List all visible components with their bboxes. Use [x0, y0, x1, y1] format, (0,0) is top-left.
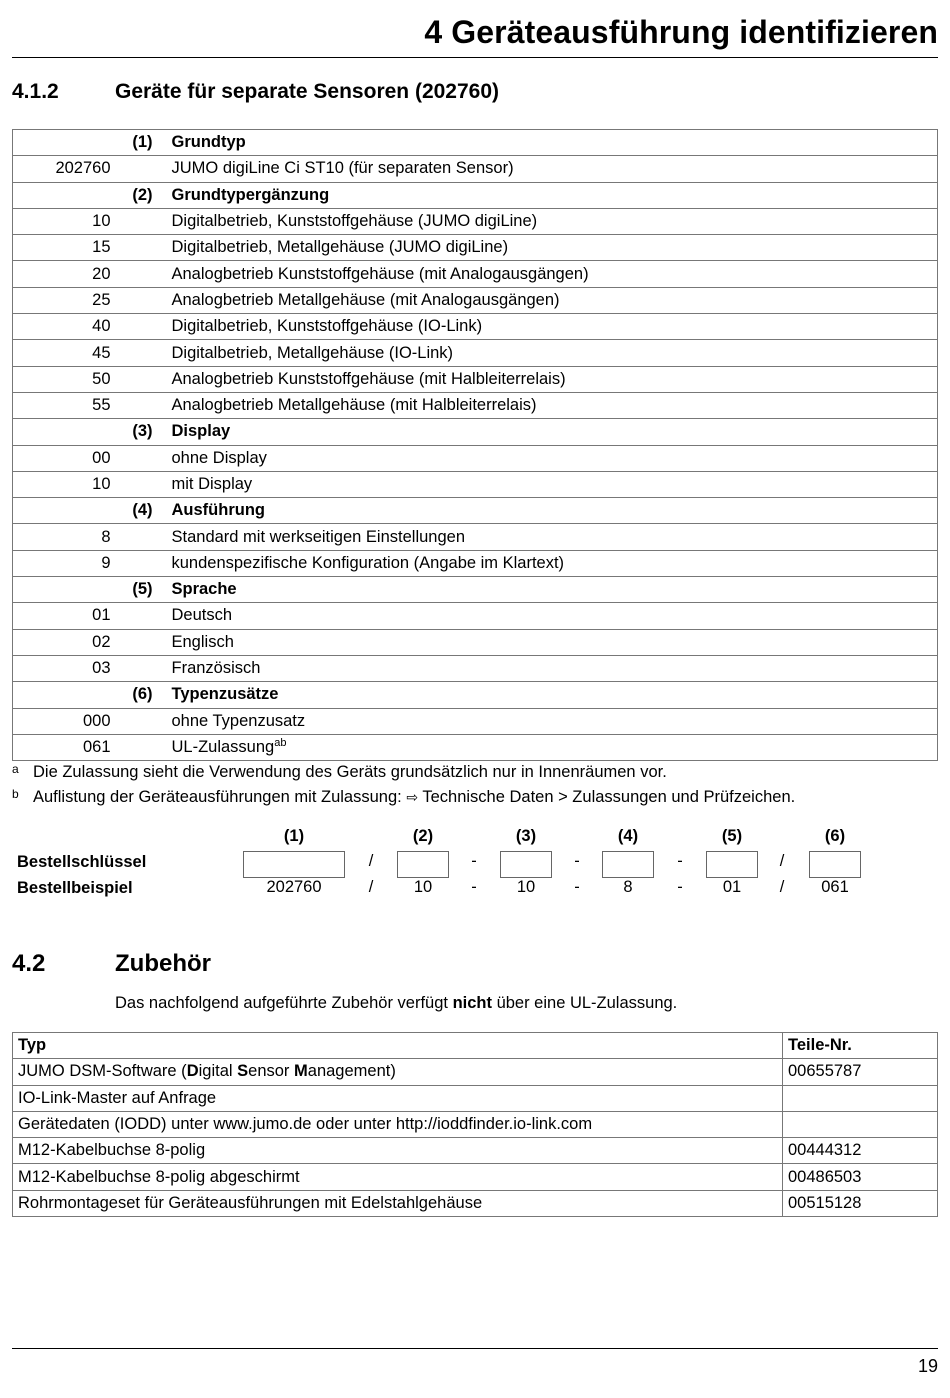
group-number-cell — [117, 208, 172, 234]
table-row — [13, 287, 938, 313]
order-code-field — [809, 851, 861, 878]
accessory-intro — [115, 994, 677, 1013]
description-cell: Deutsch — [172, 603, 938, 629]
group-header-row — [13, 577, 938, 603]
table-row — [13, 708, 938, 734]
description-cell: Analogbetrieb Kunststoffgehäuse (mit Analogausgängen) — [172, 261, 938, 287]
table-row — [13, 1138, 938, 1164]
description-cell: Analogbetrieb Kunststoffgehäuse (mit Halbleiterrelais) — [172, 366, 938, 392]
code-cell: 40 — [13, 314, 117, 340]
accessory-type: JUMO DSM-Software (Digital Sensor Management) — [13, 1059, 783, 1085]
code-cell: 9 — [13, 550, 117, 576]
code-cell: 25 — [13, 287, 117, 313]
order-example-value: 10 — [413, 878, 433, 896]
table-row — [13, 1085, 938, 1111]
code-cell: 10 — [13, 471, 117, 497]
table-row — [13, 1190, 938, 1216]
group-number-cell — [117, 261, 172, 287]
table-row — [13, 550, 938, 576]
header-part-number: Teile-Nr. — [783, 1033, 938, 1059]
group-number-cell — [117, 287, 172, 313]
code-cell: 10 — [13, 208, 117, 234]
order-separator: - — [471, 852, 477, 870]
description-cell: Display — [172, 419, 938, 445]
order-code-field — [602, 851, 654, 878]
table-row — [13, 156, 938, 182]
description-cell: Ausführung — [172, 498, 938, 524]
section-number: 4.1.2 — [12, 80, 59, 103]
table-row — [13, 314, 938, 340]
header-rule — [12, 57, 938, 58]
order-code-field — [500, 851, 552, 878]
group-number-cell — [117, 445, 172, 471]
code-cell: 061 — [13, 734, 117, 760]
code-cell — [13, 498, 117, 524]
table-row — [13, 734, 938, 760]
group-number-cell: (6) — [117, 682, 172, 708]
group-number-cell — [117, 655, 172, 681]
accessory-part-number: 00444312 — [783, 1138, 938, 1164]
table-row — [13, 208, 938, 234]
code-cell: 45 — [13, 340, 117, 366]
section-number: 4.2 — [12, 950, 46, 977]
description-cell: Sprache — [172, 577, 938, 603]
description-cell: Französisch — [172, 655, 938, 681]
accessories-table — [12, 1032, 938, 1217]
table-row — [13, 629, 938, 655]
accessory-type: M12-Kabelbuchse 8-polig abgeschirmt — [13, 1164, 783, 1190]
code-cell: 02 — [13, 629, 117, 655]
order-column-label: (4) — [617, 827, 639, 845]
group-header-row — [13, 182, 938, 208]
order-code-field — [397, 851, 449, 878]
footnote-b — [12, 787, 795, 807]
order-column-label: (3) — [515, 827, 537, 845]
code-cell: 000 — [13, 708, 117, 734]
table-row — [13, 392, 938, 418]
code-cell: 03 — [13, 655, 117, 681]
group-number-cell — [117, 708, 172, 734]
description-cell: Digitalbetrieb, Metallgehäuse (IO-Link) — [172, 340, 938, 366]
order-separator: / — [368, 852, 374, 870]
table-row — [13, 366, 938, 392]
order-example-value: 061 — [821, 878, 849, 896]
footnote-text: Die Zulassung sieht die Verwendung des Geräts grundsätzlich nur in Innenräumen vor. — [33, 763, 667, 781]
section-heading-4-2 — [12, 950, 211, 978]
description-cell: ohne Display — [172, 445, 938, 471]
group-number-cell — [117, 524, 172, 550]
arrow-right-icon: ⇨ — [406, 789, 419, 805]
order-column-label: (5) — [721, 827, 743, 845]
group-number-cell — [117, 603, 172, 629]
order-code-field — [243, 851, 345, 878]
group-header-row — [13, 130, 938, 156]
group-number-cell — [117, 392, 172, 418]
code-cell: 202760 — [13, 156, 117, 182]
group-number-cell — [117, 734, 172, 760]
section-heading-4-1-2 — [12, 80, 499, 104]
group-number-cell — [117, 340, 172, 366]
group-number-cell — [117, 550, 172, 576]
group-number-cell: (5) — [117, 577, 172, 603]
order-example-value: 10 — [516, 878, 536, 896]
intro-text: über eine UL-Zulassung. — [491, 994, 678, 1012]
order-separator: / — [368, 878, 374, 896]
table-row — [13, 471, 938, 497]
group-header-row — [13, 498, 938, 524]
description-cell: kundenspezifische Konfiguration (Angabe im Klartext) — [172, 550, 938, 576]
accessory-type: IO-Link-Master auf Anfrage — [13, 1085, 783, 1111]
table-row — [13, 603, 938, 629]
footnote-a — [12, 762, 667, 782]
type-code-table — [12, 129, 938, 761]
section-title: Geräte für separate Sensoren (202760) — [115, 80, 500, 103]
group-number-cell — [117, 314, 172, 340]
description-cell: Analogbetrieb Metallgehäuse (mit Analogausgängen) — [172, 287, 938, 313]
order-separator: - — [471, 878, 477, 896]
code-cell — [13, 682, 117, 708]
code-cell: 00 — [13, 445, 117, 471]
code-cell: 55 — [13, 392, 117, 418]
group-header-row — [13, 682, 938, 708]
table-row — [13, 524, 938, 550]
code-cell — [13, 419, 117, 445]
chapter-title: 4 Geräteausführung identifizieren — [424, 14, 938, 50]
group-number-cell — [117, 471, 172, 497]
description-cell: Typenzusätze — [172, 682, 938, 708]
footnote-mark: b — [12, 787, 19, 801]
group-number-cell: (3) — [117, 419, 172, 445]
page-number: 19 — [917, 1356, 938, 1376]
order-separator: - — [574, 878, 580, 896]
description-cell: Grundtypergänzung — [172, 182, 938, 208]
order-column-label: (2) — [412, 827, 434, 845]
table-row — [13, 655, 938, 681]
accessory-type: M12-Kabelbuchse 8-polig — [13, 1138, 783, 1164]
order-example-label: Bestellbeispiel — [17, 879, 133, 897]
description-cell: Standard mit werkseitigen Einstellungen — [172, 524, 938, 550]
accessory-part-number: 00655787 — [783, 1059, 938, 1085]
group-number-cell: (1) — [117, 130, 172, 156]
code-cell: 50 — [13, 366, 117, 392]
group-number-cell: (2) — [117, 182, 172, 208]
order-example-value: 202760 — [266, 878, 322, 896]
description-cell: UL-Zulassung$^{ab}$ — [172, 734, 938, 760]
accessory-type: Gerätedaten (IODD) unter www.jumo.de oder unter http://ioddfinder.io-link.com — [13, 1111, 783, 1137]
intro-emphasis: nicht — [452, 994, 492, 1012]
table-row — [13, 1164, 938, 1190]
code-cell — [13, 182, 117, 208]
header-type: Typ — [13, 1033, 783, 1059]
table-header-row — [13, 1033, 938, 1059]
footer-rule — [12, 1348, 938, 1349]
code-cell: 8 — [13, 524, 117, 550]
description-cell: ohne Typenzusatz — [172, 708, 938, 734]
table-row — [13, 340, 938, 366]
accessory-part-number — [783, 1085, 938, 1111]
table-row — [13, 1059, 938, 1085]
order-separator: - — [574, 852, 580, 870]
order-separator: - — [677, 878, 683, 896]
description-cell: Digitalbetrieb, Kunststoffgehäuse (JUMO digiLine) — [172, 208, 938, 234]
accessory-part-number — [783, 1111, 938, 1137]
table-row — [13, 261, 938, 287]
footnote-ref: ab — [274, 737, 287, 750]
footnote-text: Auflistung der Geräteausführungen mit Zulassung: — [33, 788, 402, 806]
description-cell: JUMO digiLine Ci ST10 (für separaten Sensor) — [172, 156, 938, 182]
order-column-label: (6) — [824, 827, 846, 845]
code-cell — [13, 577, 117, 603]
order-column-label: (1) — [283, 827, 305, 845]
code-cell: 20 — [13, 261, 117, 287]
order-example-value: 01 — [722, 878, 742, 896]
accessory-part-number: 00486503 — [783, 1164, 938, 1190]
group-number-cell — [117, 629, 172, 655]
intro-text: Das nachfolgend aufgeführte Zubehör verfügt — [115, 994, 453, 1012]
table-row — [13, 235, 938, 261]
table-row — [13, 1111, 938, 1137]
description-cell: mit Display — [172, 471, 938, 497]
group-number-cell — [117, 235, 172, 261]
description-cell: Englisch — [172, 629, 938, 655]
code-cell: 15 — [13, 235, 117, 261]
group-header-row — [13, 419, 938, 445]
accessory-type: Rohrmontageset für Geräteausführungen mit Edelstahlgehäuse — [13, 1190, 783, 1216]
footnote-mark: a — [12, 762, 19, 776]
table-row — [13, 445, 938, 471]
code-cell — [13, 130, 117, 156]
group-number-cell — [117, 366, 172, 392]
section-title: Zubehör — [115, 950, 211, 977]
order-separator: / — [779, 852, 785, 870]
order-code-scheme — [17, 822, 897, 902]
description-cell: Digitalbetrieb, Metallgehäuse (JUMO digiLine) — [172, 235, 938, 261]
description-cell: Grundtyp — [172, 130, 938, 156]
order-key-label: Bestellschlüssel — [17, 853, 147, 871]
order-code-field — [706, 851, 758, 878]
group-number-cell: (4) — [117, 498, 172, 524]
cross-reference-link[interactable]: Technische Daten > Zulassungen und Prüfzeichen. — [422, 788, 796, 806]
description-cell: Analogbetrieb Metallgehäuse (mit Halbleiterrelais) — [172, 392, 938, 418]
description-cell: Digitalbetrieb, Kunststoffgehäuse (IO-Link) — [172, 314, 938, 340]
order-separator: - — [677, 852, 683, 870]
code-cell: 01 — [13, 603, 117, 629]
group-number-cell — [117, 156, 172, 182]
accessory-part-number: 00515128 — [783, 1190, 938, 1216]
order-example-value: 8 — [623, 878, 633, 896]
order-separator: / — [779, 878, 785, 896]
